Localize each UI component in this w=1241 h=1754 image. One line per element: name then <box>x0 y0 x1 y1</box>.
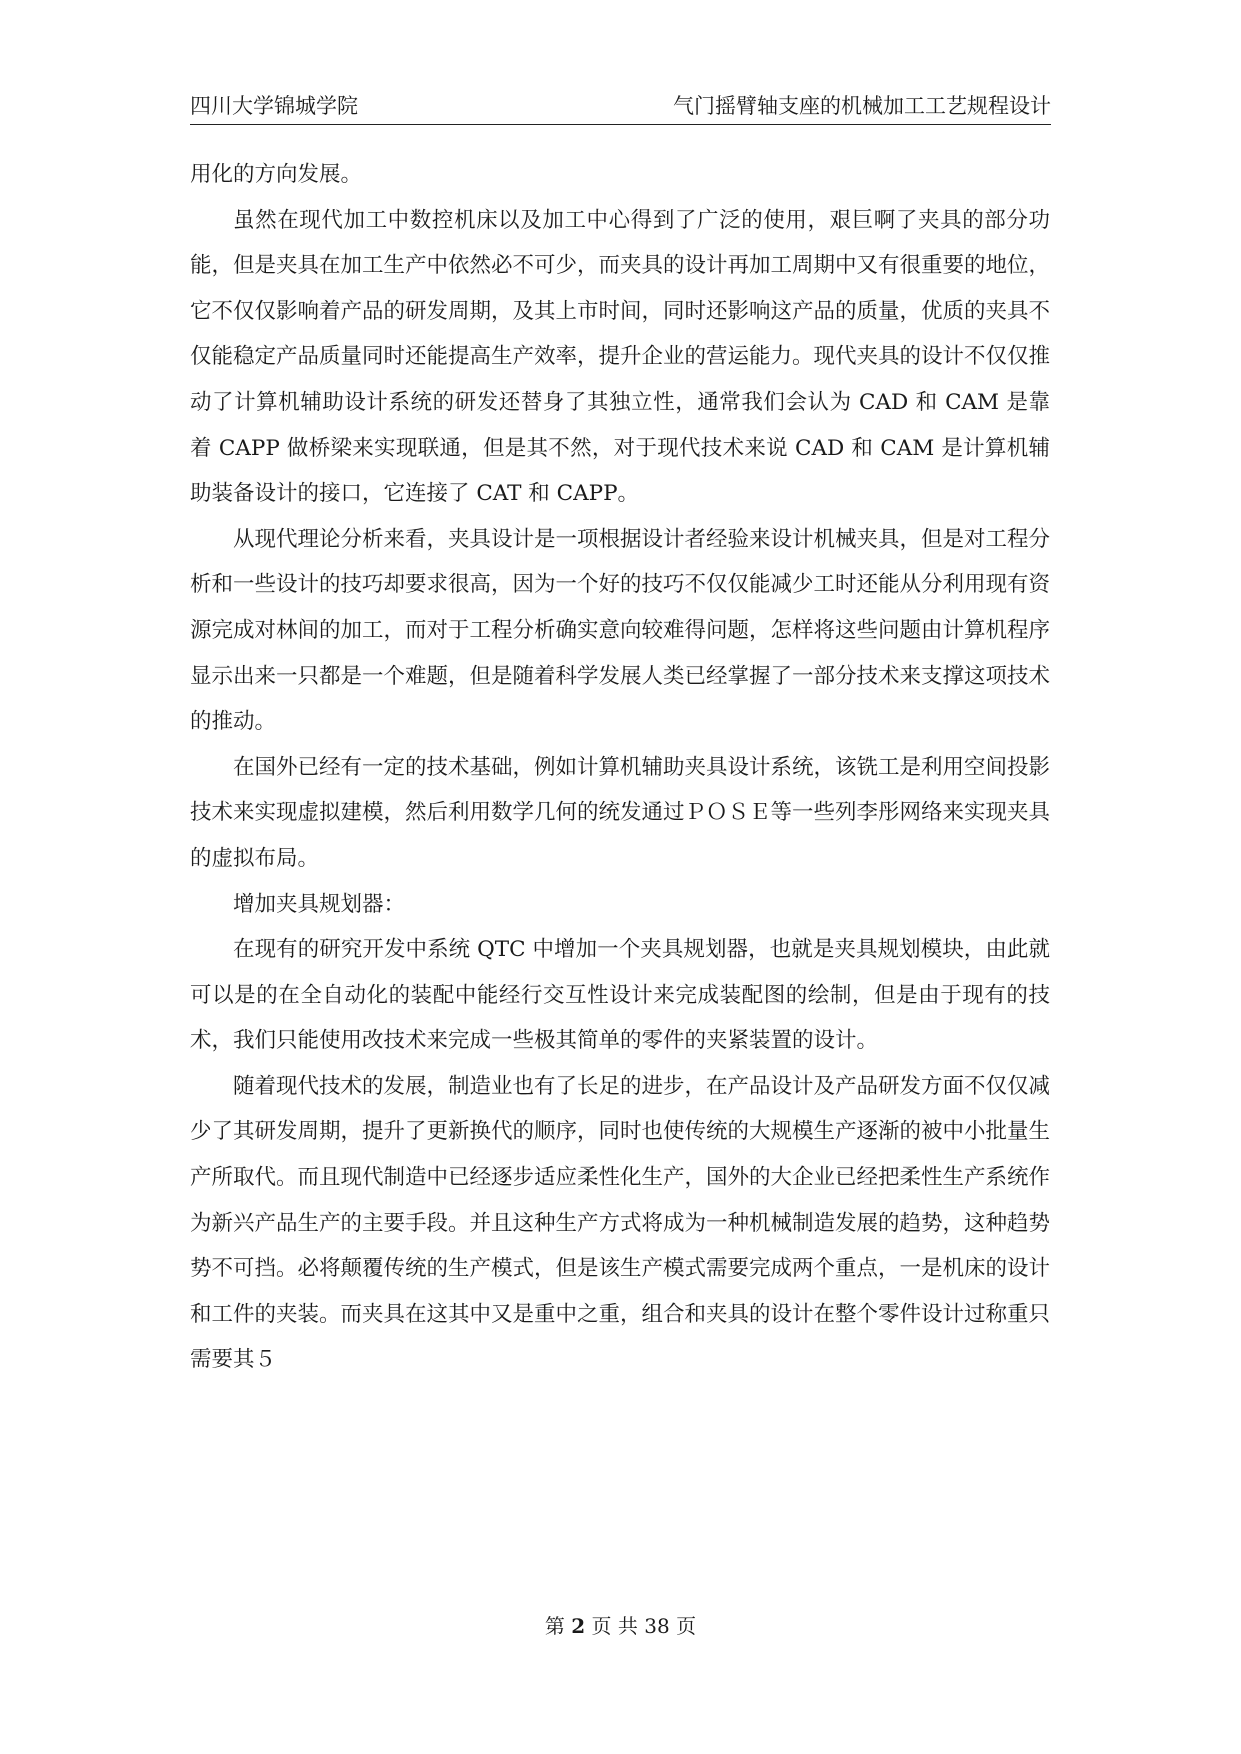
footer-page-number: 2 <box>571 1614 586 1638</box>
paragraph: 在现有的研究开发中系统 QTC 中增加一个夹具规划器，也就是夹具规划模块，由此就可以是的在全自动化的装配中能经行交互性设计来完成装配图的绘制，但是由于现有的技术，我们只能使用改技术来完成一些极其简单的零件的夹紧装置的设计。 <box>190 937 1050 1054</box>
header-school-name: 四川大学锦城学院 <box>190 94 358 118</box>
footer-prefix: 第 <box>544 1614 565 1638</box>
footer-total-pages: 38 <box>644 1614 670 1638</box>
paragraph: 随着现代技术的发展，制造业也有了长足的进步，在产品设计及产品研发方面不仅仅减少了其研发周期，提升了更新换代的顺序，同时也使传统的大规模生产逐渐的被中小批量生产所取代。而且现代制造中已经逐步适应柔性化生产，国外的大企业已经把柔性生产系统作为新兴产品生产的主要手段。并且这种生产方式将成为一种机械制造发展的趋势，这种趋势势不可挡。必将颠覆传统的生产模式，但是该生产模式需要完成两个重点，一是机床的设计和工件的夹装。而夹具在这其中又是重中之重，组合和夹具的设计在整个零件设计过称重只需要其５ <box>190 1073 1051 1373</box>
page-footer <box>0 1610 1241 1639</box>
paragraph: 在国外已经有一定的技术基础，例如计算机辅助夹具设计系统，该铣工是利用空间投影技术来实现虚拟建模，然后利用数学几何的统发通过ＰＯＳＥ等一些列李彤网络来实现夹具的虚拟布局。 <box>190 754 1051 871</box>
paragraph: 虽然在现代加工中数控机床以及加工中心得到了广泛的使用，艰巨啊了夹具的部分功能，但是夹具在加工生产中依然必不可少，而夹具的设计再加工周期中又有很重要的地位，它不仅仅影响着产品的研发周期，及其上市时间，同时还影响这产品的质量，优质的夹具不仅能稳定产品质量同时还能提高生产效率，提升企业的营运能力。现代夹具的设计不仅仅推动了计算机辅助设计系统的研发还替身了其独立性，通常我们会认为 CAD 和 CAM 是靠着 CAPP 做桥梁来实现联通，但是其不然，对于现代技术来说 CAD 和 CAM 是计算机辅助装备设计的接口，它连接了 CAT 和 CAPP。 <box>190 207 1051 507</box>
footer-suffix: 页 <box>676 1614 697 1638</box>
header-thesis-title: 气门摇臂轴支座的机械加工工艺规程设计 <box>673 94 1051 118</box>
footer-middle: 页 共 <box>591 1614 638 1638</box>
body-text <box>190 152 1050 1383</box>
paragraph: 增加夹具规划器： <box>233 891 406 917</box>
paragraph: 用化的方向发展。 <box>190 162 363 187</box>
page-header <box>190 88 1051 125</box>
paragraph: 从现代理论分析来看，夹具设计是一项根据设计者经验来设计机械夹具，但是对工程分析和一些设计的技巧却要求很高，因为一个好的技巧不仅仅能减少工时还能从分利用现有资源完成对林间的加工，而对于工程分析确实意向较难得问题，怎样将这些问题由计算机程序显示出来一只都是一个难题，但是随着科学发展人类已经掌握了一部分技术来支撑这项技术的推动。 <box>190 526 1051 735</box>
